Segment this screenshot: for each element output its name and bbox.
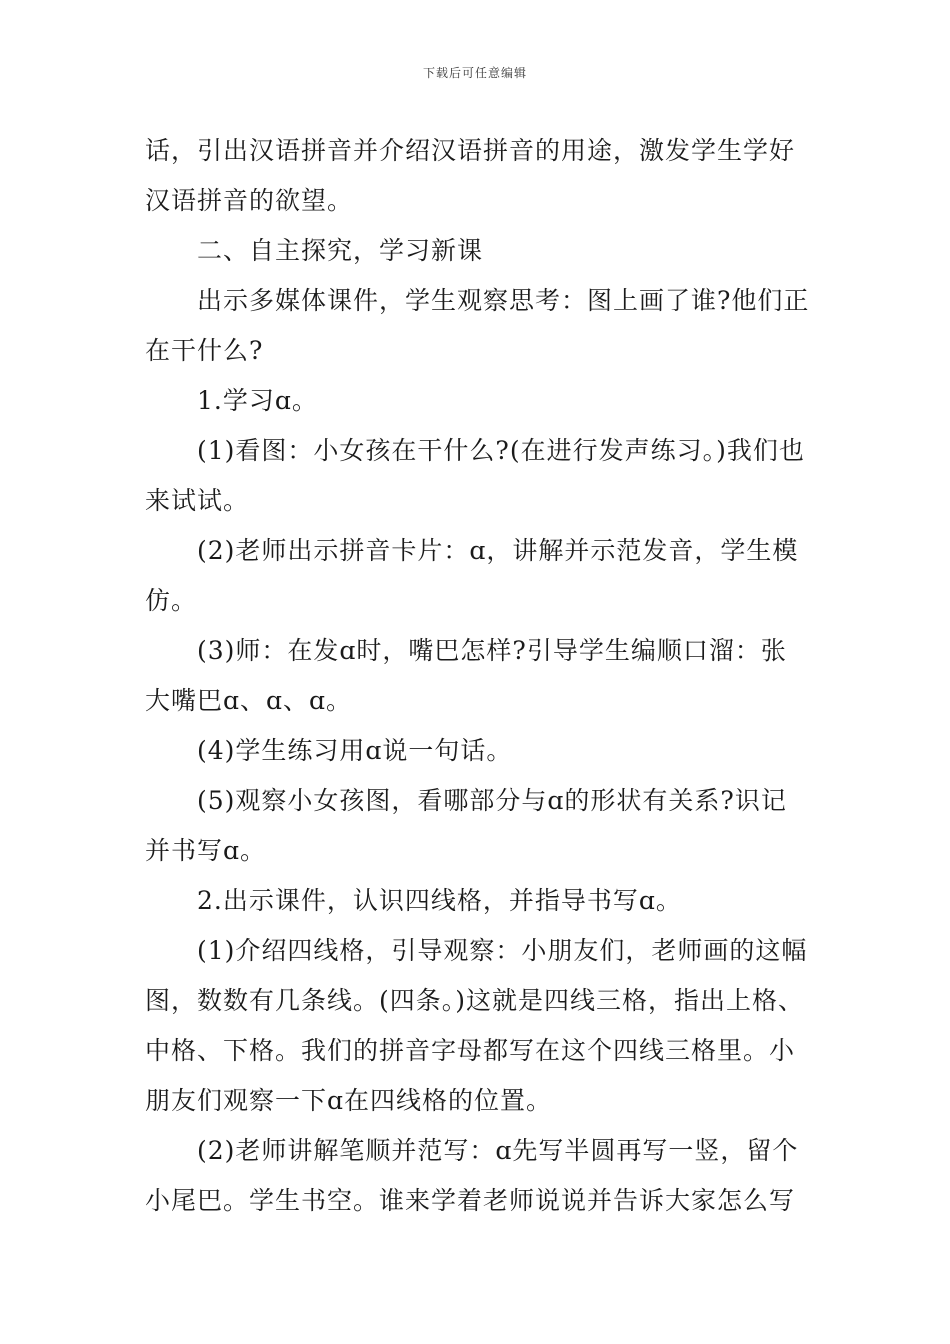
paragraph-continuation: 话，引出汉语拼音并介绍汉语拼音的用途，激发学生学好汉语拼音的欲望。 [145, 136, 796, 215]
paragraph: 出示多媒体课件，学生观察思考：图上画了谁?他们正在干什么? [145, 286, 810, 365]
page-header-note: 下载后可任意编辑 [422, 66, 527, 80]
list-item: (1)看图：小女孩在干什么?(在进行发声练习。)我们也来试试。 [145, 436, 805, 515]
list-item: (5)观察小女孩图，看哪部分与ɑ的形状有关系?识记并书写ɑ。 [145, 786, 787, 865]
list-item: (2)老师讲解笔顺并范写：ɑ先写半圆再写一竖，留个小尾巴。学生书空。谁来学着老师说说并告诉大家怎么写 [145, 1136, 799, 1215]
list-item-heading: 2.出示课件，认识四线格，并指导书写ɑ。 [197, 886, 682, 915]
list-item: (2)老师出示拼音卡片：ɑ，讲解并示范发音，学生模仿。 [145, 536, 799, 615]
list-item: (3)师：在发ɑ时，嘴巴怎样?引导学生编顺口溜：张大嘴巴ɑ、ɑ、ɑ。 [145, 636, 787, 715]
list-item: (1)介绍四线格，引导观察：小朋友们，老师画的这幅图，数数有几条线。(四条。)这就是四线三格，指出上格、中格、下格。我们的拼音字母都写在这个四线三格里。小朋友们观察一下ɑ在四线格的位置。 [145, 936, 808, 1115]
document-body [145, 126, 810, 1226]
list-item-heading: 1.学习ɑ。 [197, 386, 318, 415]
list-item: (4)学生练习用ɑ说一句话。 [197, 736, 513, 765]
section-heading: 二、自主探究，学习新课 [197, 236, 484, 265]
